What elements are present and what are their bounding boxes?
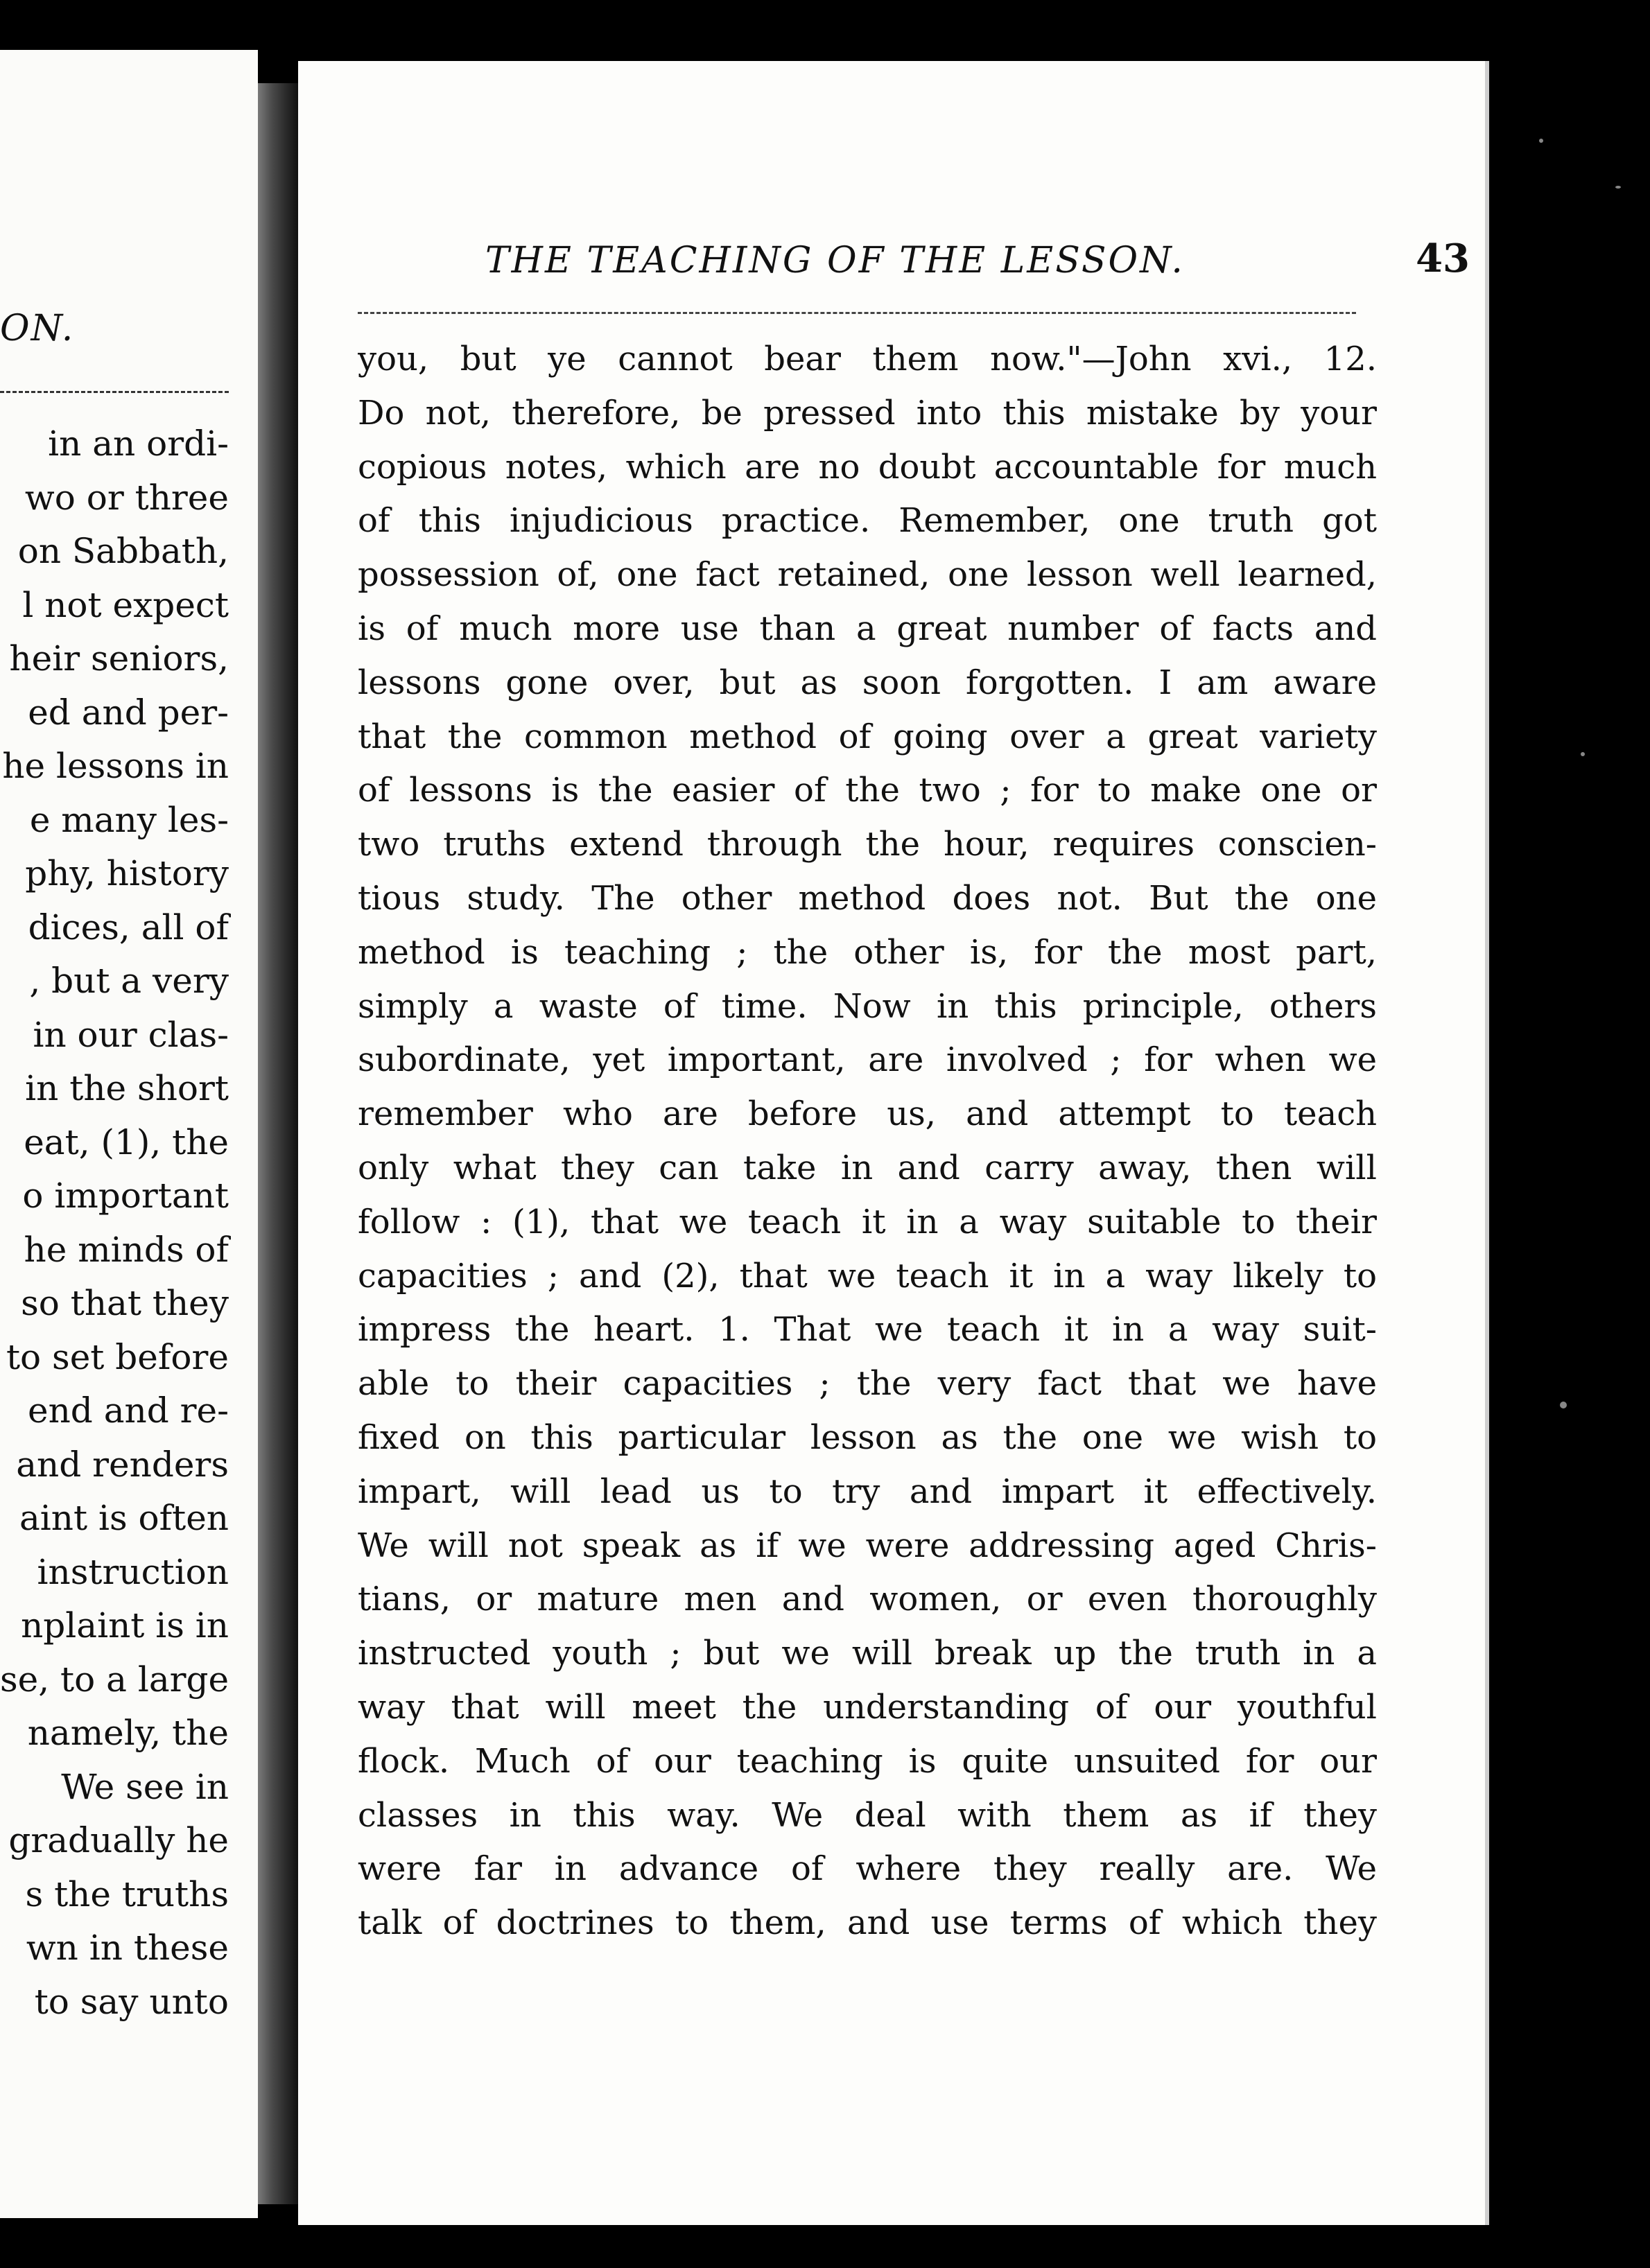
left-head-rule	[0, 391, 229, 393]
body-text-line: that the common method of going over a great variety	[358, 717, 1377, 756]
body-text-line: tians, or mature men and women, or even thoroughly	[358, 1580, 1377, 1619]
left-page-text	[0, 417, 229, 2029]
body-text-line: classes in this way. We deal with them as if they	[358, 1795, 1377, 1835]
body-text-line: is of much more use than a great number of facts and	[358, 609, 1377, 648]
left-text-line: on Sabbath,	[17, 531, 229, 571]
left-text-line: wo or three	[24, 477, 229, 518]
left-text-line: heir seniors,	[9, 638, 229, 679]
left-text-line: to say unto	[34, 1981, 229, 2022]
body-text-line: impress the heart. 1. That we teach it in a way suit-	[358, 1310, 1377, 1350]
right-page	[298, 61, 1485, 2225]
body-text-line: able to their capacities ; the very fact that we have	[358, 1364, 1377, 1404]
left-text-line: o important	[22, 1176, 229, 1216]
body-text-line: Do not, therefore, be pressed into this mistake by your	[358, 393, 1377, 433]
background-speck	[1560, 1402, 1567, 1408]
body-text-line: of this injudicious practice. Remember, one truth got	[358, 501, 1377, 541]
body-text-line: remember who are before us, and attempt to teach	[358, 1094, 1377, 1134]
body-text-line: subordinate, yet important, are involved ; for when we	[358, 1040, 1377, 1080]
left-text-line: namely, the	[27, 1713, 229, 1753]
left-text-line: he minds of	[24, 1229, 229, 1270]
running-head-title: THE TEACHING OF THE LESSON.	[485, 240, 1185, 281]
left-text-line: e many les-	[29, 799, 229, 840]
body-text-line: talk of doctrines to them, and use terms of which they	[358, 1903, 1377, 1943]
left-text-line: he lessons in	[2, 746, 229, 786]
left-text-line: We see in	[61, 1766, 229, 1807]
body-text-line: We will not speak as if we were addressing aged Chris-	[358, 1526, 1377, 1565]
body-text-line: follow : (1), that we teach it in a way suitable to their	[358, 1202, 1377, 1241]
body-text-line: flock. Much of our teaching is quite unsuited for our	[358, 1741, 1377, 1781]
left-text-line: instruction	[37, 1551, 229, 1592]
left-text-line: wn in these	[26, 1928, 229, 1968]
left-text-line: and renders	[16, 1444, 229, 1485]
left-text-line: gradually he	[8, 1820, 229, 1860]
body-text-line: were far in advance of where they really are. We	[358, 1849, 1377, 1889]
body-text-line: impart, will lead us to try and impart it effectively.	[358, 1472, 1377, 1511]
left-text-line: s the truths	[25, 1874, 229, 1914]
left-text-line: ed and per-	[28, 692, 229, 733]
body-text-line: method is teaching ; the other is, for the most part,	[358, 932, 1377, 972]
left-text-line: eat, (1), the	[24, 1122, 229, 1162]
body-text-line: lessons gone over, but as soon forgotten. I am aware	[358, 663, 1377, 702]
body-text-line: you, but ye cannot bear them now."—John xvi., 12.	[358, 340, 1377, 378]
body-text-line: possession of, one fact retained, one lesson well learned,	[358, 555, 1377, 595]
body-text-line: two truths extend through the hour, requires conscien-	[358, 825, 1377, 864]
left-facing-page	[0, 50, 258, 2218]
left-text-line: , but a very	[29, 961, 229, 1001]
running-head-rule	[358, 312, 1356, 314]
body-text-line: only what they can take in and carry away, then will	[358, 1148, 1377, 1187]
body-text-line: instructed youth ; but we will break up the truth in a	[358, 1634, 1377, 1673]
book-gutter-shadow	[258, 83, 298, 2204]
left-text-line: l not expect	[22, 584, 229, 625]
left-text-line: se, to a large	[0, 1659, 229, 1700]
background-speck	[1581, 752, 1585, 756]
body-text-line: tious study. The other method does not. But the one	[358, 878, 1377, 918]
body-text	[358, 333, 1377, 1951]
body-text-line: fixed on this particular lesson as the one we wish to	[358, 1418, 1377, 1457]
left-text-line: in the short	[25, 1068, 229, 1108]
page-number: 43	[1416, 236, 1470, 281]
left-text-line: aint is often	[19, 1498, 229, 1538]
background-speck	[1615, 186, 1621, 189]
left-text-line: nplaint is in	[21, 1605, 229, 1646]
body-text-line: way that will meet the understanding of our youthful	[358, 1687, 1377, 1727]
left-text-line: so that they	[21, 1283, 229, 1323]
running-head	[485, 236, 1470, 295]
page-edge	[1485, 61, 1489, 2225]
body-text-line: of lessons is the easier of the two ; for to make one or	[358, 771, 1377, 810]
body-text-line: capacities ; and (2), that we teach it in a way likely to	[358, 1256, 1377, 1296]
background-speck	[1539, 139, 1543, 143]
left-text-line: phy, history	[25, 853, 229, 893]
left-running-head: ON.	[0, 308, 75, 349]
body-text-line: copious notes, which are no doubt accountable for much	[358, 447, 1377, 487]
left-text-line: in an ordi-	[48, 424, 229, 464]
left-text-line: dices, all of	[28, 907, 229, 948]
left-text-line: end and re-	[28, 1390, 229, 1431]
body-text-line: simply a waste of time. Now in this principle, others	[358, 986, 1377, 1026]
left-text-line: in our clas-	[33, 1014, 229, 1055]
left-text-line: to set before	[6, 1336, 229, 1377]
